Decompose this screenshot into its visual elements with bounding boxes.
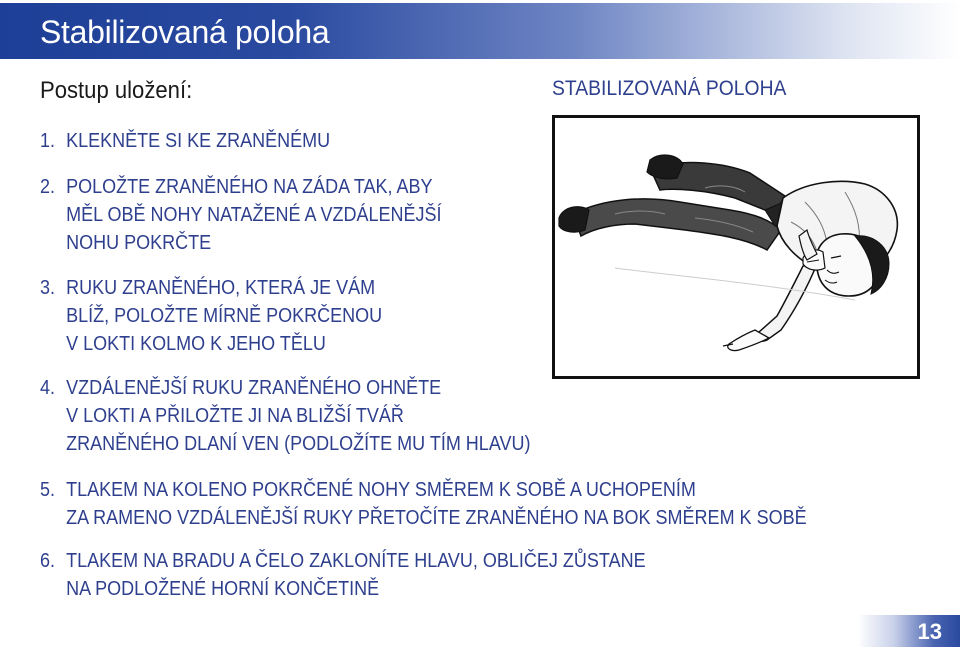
step-line: NOHU POKRČTE [66,232,212,254]
step-line: VZDÁLENĚJŠÍ RUKU ZRANĚNÉHO OHNĚTE [66,377,442,399]
figure-frame [552,115,920,379]
step-2 [40,173,442,257]
step-line: TLAKEM NA BRADU A ČELO ZAKLONÍTE HLAVU, OBLIČEJ ZŮSTANE [66,550,646,572]
page-title: Stabilizovaná poloha [40,14,330,50]
step-number: 5. [40,479,56,501]
step-line: V LOKTI KOLMO K JEHO TĚLU [66,333,326,355]
step-line: TLAKEM NA KOLENO POKRČENÉ NOHY SMĚREM K SOBĚ A UCHOPENÍM [66,479,696,501]
step-4 [40,374,531,458]
step-line: ZA RAMENO VZDÁLENĚJŠÍ RUKY PŘETOČÍTE ZRANĚNÉHO NA BOK SMĚREM K SOBĚ [66,507,807,529]
step-line: NA PODLOŽENÉ HORNÍ KONČETINĚ [66,578,380,600]
figure-caption: STABILIZOVANÁ POLOHA [552,77,787,100]
page-number: 13 [917,619,942,644]
step-1 [40,127,330,155]
step-number: 6. [40,550,56,572]
section-subtitle: Postup uložení: [40,77,193,104]
page-number-tab [858,615,960,647]
step-line: RUKU ZRANĚNÉHO, KTERÁ JE VÁM [66,277,376,299]
step-number: 2. [40,176,56,198]
step-number: 4. [40,377,56,399]
step-5 [40,476,807,532]
step-line: POLOŽTE ZRANĚNÉHO NA ZÁDA TAK, ABY [66,176,433,198]
step-line: V LOKTI A PŘILOŽTE JI NA BLIŽŠÍ TVÁŘ [66,405,404,427]
step-line: BLÍŽ, POLOŽTE MÍRNĚ POKRČENOU [66,305,383,327]
step-line: MĚL OBĚ NOHY NATAŽENÉ A VZDÁLENĚJŠÍ [66,204,442,226]
step-number: 3. [40,277,56,299]
header-band [0,3,960,59]
step-6 [40,547,646,603]
step-3 [40,274,382,358]
step-line: KLEKNĚTE SI KE ZRANĚNÉMU [66,130,331,152]
step-line: ZRANĚNÉHO DLANÍ VEN (PODLOŽÍTE MU TÍM HLAVU) [66,433,531,455]
step-number: 1. [40,130,56,152]
recovery-position-illustration [555,118,917,376]
